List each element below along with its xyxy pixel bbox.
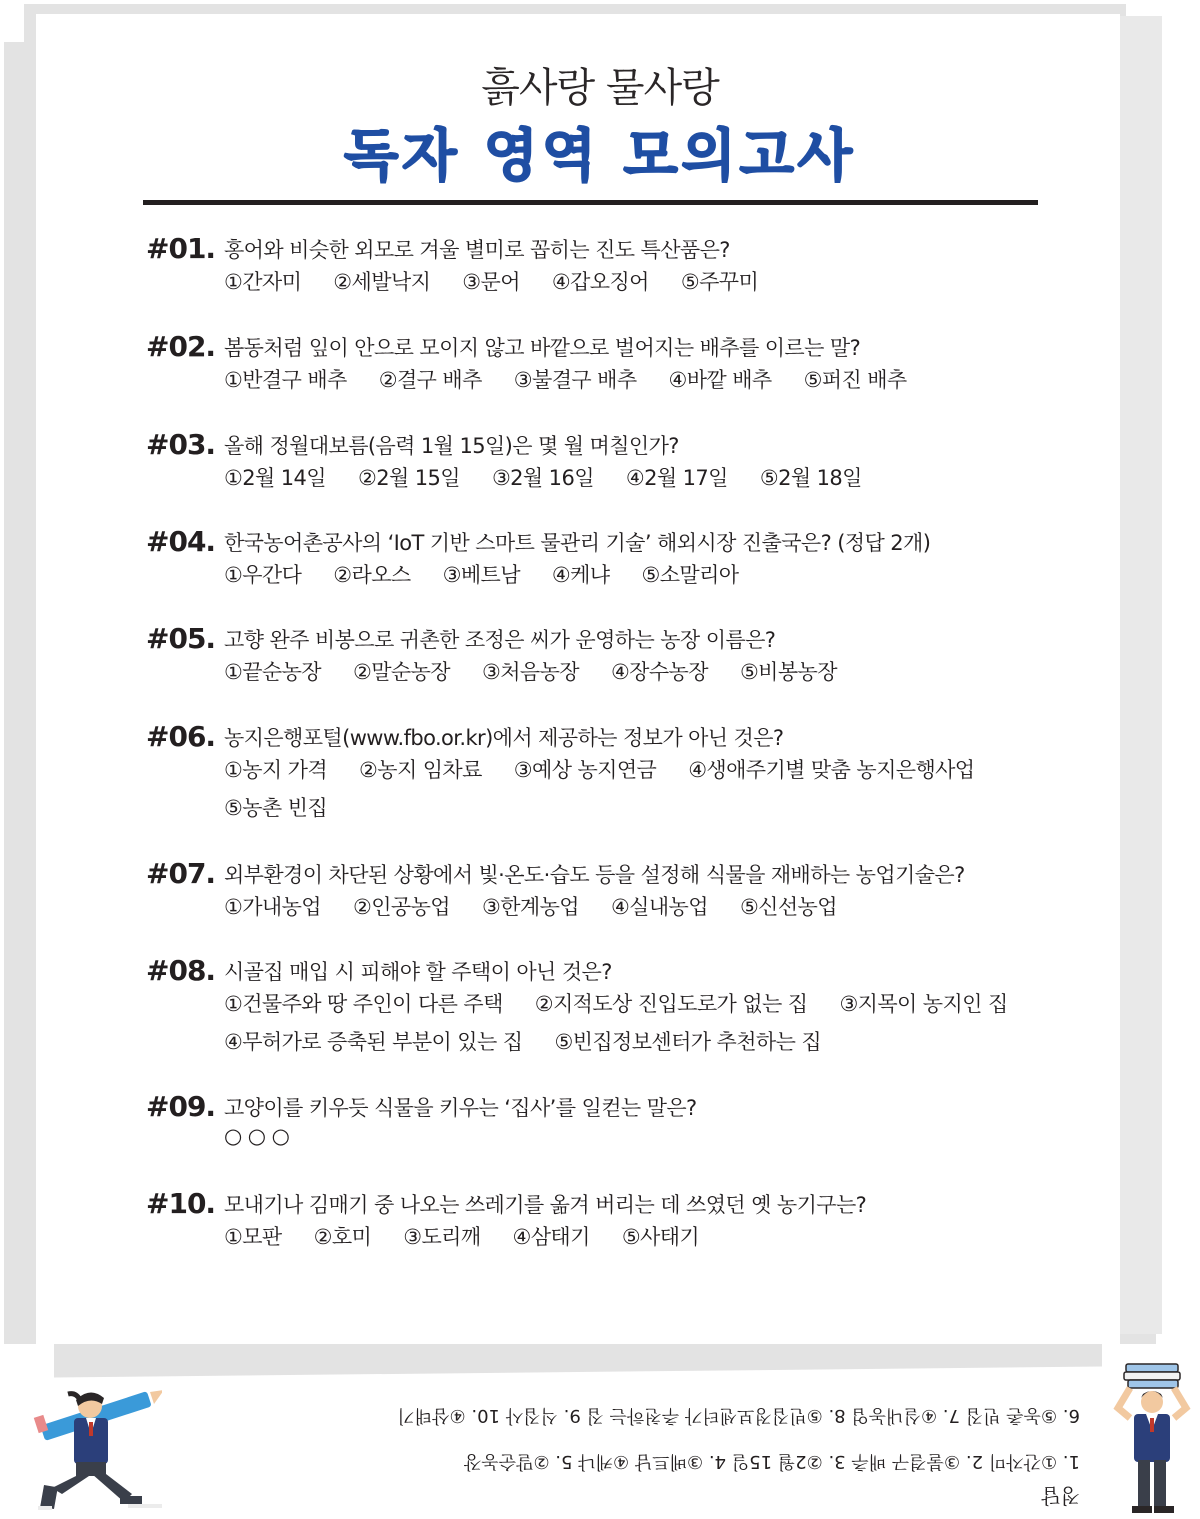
answer-option: ①모판 xyxy=(224,1225,282,1249)
answer-key xyxy=(300,1396,1080,1514)
option-row xyxy=(224,656,837,686)
answer-option: ⑤사태기 xyxy=(621,1225,700,1249)
page-title: 독자 영역 모의고사 xyxy=(344,124,856,189)
answer-option: ①끝순농장 xyxy=(224,660,321,684)
answer-option: ②세발낙지 xyxy=(333,270,431,294)
answer-option: ①2월 14일 xyxy=(224,466,326,490)
answer-key-line: 6. ⑤농촌 빈집 7. ④실내농업 8. ⑤빈집정보센터가 추천하는 집 9. 식집사 10. ④삼태기 xyxy=(397,1405,1080,1426)
answer-option: ④삼태기 xyxy=(512,1225,590,1249)
answer-option: ③한계농업 xyxy=(481,895,579,919)
question-number: #04. xyxy=(146,525,216,558)
question-number: #09. xyxy=(146,1090,216,1123)
answer-option: ○ ○ ○ xyxy=(224,1124,290,1148)
answer-option: ⑤소말리아 xyxy=(641,563,739,587)
answer-option: ③예상 농지연금 xyxy=(513,758,657,782)
answer-option: ⑤2월 18일 xyxy=(759,466,862,490)
option-row xyxy=(224,1221,699,1251)
question-text: 외부환경이 차단된 상황에서 빛·온도·습도 등을 설정해 식물을 재배하는 농업기술은? xyxy=(224,863,965,887)
question-text: 올해 정월대보름(음력 1월 15일)은 몇 월 며칠인가? xyxy=(224,434,679,458)
answer-option: ①농지 가격 xyxy=(224,758,328,782)
answer-option: ④실내농업 xyxy=(610,895,708,919)
question-number: #07. xyxy=(146,857,216,890)
answer-option: ④장수농장 xyxy=(610,660,708,684)
answer-option: ①우간다 xyxy=(224,563,302,587)
answer-option: ④케냐 xyxy=(551,563,610,587)
answer-option: ②결구 배추 xyxy=(378,368,482,392)
answer-option: ⑤빈집정보센터가 추천하는 집 xyxy=(554,1030,822,1054)
option-row xyxy=(224,1124,289,1148)
question-number: #06. xyxy=(146,720,216,753)
answer-option: ①가내농업 xyxy=(224,895,321,919)
answer-option: ③베트남 xyxy=(442,563,520,587)
answer-option: ③불결구 배추 xyxy=(513,368,637,392)
answer-option: ②인공농업 xyxy=(352,895,450,919)
question-text: 홍어와 비슷한 외모로 겨울 별미로 꼽히는 진도 특산품은? xyxy=(224,238,730,262)
answer-option: ②말순농장 xyxy=(352,660,450,684)
question-text: 모내기나 김매기 중 나오는 쓰레기를 옮겨 버리는 데 쓰였던 옛 농기구는? xyxy=(224,1193,867,1217)
option-row xyxy=(224,364,907,394)
option-row xyxy=(224,891,837,921)
answer-option: ④갑오징어 xyxy=(551,270,649,294)
question-number: #01. xyxy=(146,232,216,265)
question-number: #10. xyxy=(146,1187,216,1220)
option-row xyxy=(224,988,1008,1018)
option-row xyxy=(224,462,862,492)
question-text: 한국농어촌공사의 ‘IoT 기반 스마트 물관리 기술’ 해외시장 진출국은? (정답 2개) xyxy=(224,531,931,555)
answer-option: ②라오스 xyxy=(333,563,411,587)
answer-option: ⑤퍼진 배추 xyxy=(803,368,907,392)
question-number: #03. xyxy=(146,428,216,461)
answer-option: ⑤비봉농장 xyxy=(739,660,837,684)
paper-shadow xyxy=(1118,16,1162,1334)
option-row xyxy=(224,792,327,822)
answer-option: ⑤농촌 빈집 xyxy=(224,796,328,820)
answer-option: ①반결구 배추 xyxy=(224,368,347,392)
answer-option: ②2월 15일 xyxy=(357,466,460,490)
option-row xyxy=(224,266,758,296)
answer-option: ④바깥 배추 xyxy=(668,368,772,392)
student-with-books-illustration xyxy=(1104,1358,1200,1516)
option-row xyxy=(224,754,975,784)
option-row xyxy=(224,559,738,589)
answer-option: ②농지 임차료 xyxy=(359,758,482,782)
question-text: 고양이를 키우듯 식물을 키우는 ‘집사’를 일컫는 말은? xyxy=(224,1096,697,1120)
answer-option: ①간자미 xyxy=(224,270,302,294)
answer-option: ①건물주와 땅 주인이 다른 주택 xyxy=(224,992,503,1016)
question-number: #02. xyxy=(146,330,216,363)
option-row xyxy=(224,1026,821,1056)
question-number: #05. xyxy=(146,622,216,655)
answer-key-line: 1. ①간자미 2. ③불결구 배추 3. ②2월 15일 4. ③베트남 ④케냐 5. ②말순농장 xyxy=(463,1451,1080,1472)
answer-option: ②지적도상 진입도로가 없는 집 xyxy=(534,992,808,1016)
answer-option: ③도리깨 xyxy=(403,1225,481,1249)
answer-option: ③2월 16일 xyxy=(491,466,594,490)
answer-option: ②호미 xyxy=(313,1225,372,1249)
answer-option: ④생애주기별 맞춤 농지은행사업 xyxy=(688,758,975,782)
answer-option: ③문어 xyxy=(462,270,520,294)
question-text: 고향 완주 비봉으로 귀촌한 조정은 씨가 운영하는 농장 이름은? xyxy=(224,628,776,652)
answer-option: ⑤신선농업 xyxy=(739,895,837,919)
student-with-pencil-illustration xyxy=(32,1382,162,1512)
question-text: 시골집 매입 시 피해야 할 주택이 아닌 것은? xyxy=(224,960,612,984)
question-text: 봄동처럼 잎이 안으로 모이지 않고 바깥으로 벌어지는 배추를 이르는 말? xyxy=(224,336,861,360)
answer-option: ③지목이 농지인 집 xyxy=(839,992,1008,1016)
answer-option: ④무허가로 증축된 부분이 있는 집 xyxy=(224,1030,523,1054)
answer-option: ③처음농장 xyxy=(481,660,579,684)
answer-key-title: 정답 xyxy=(1041,1484,1080,1508)
page-subtitle: 흙사랑 물사랑 xyxy=(481,65,719,111)
answer-option: ④2월 17일 xyxy=(625,466,728,490)
title-divider xyxy=(143,200,1038,205)
question-number: #08. xyxy=(146,954,216,987)
question-text: 농지은행포털(www.fbo.or.kr)에서 제공하는 정보가 아닌 것은? xyxy=(224,726,784,750)
answer-option: ⑤주꾸미 xyxy=(680,270,759,294)
